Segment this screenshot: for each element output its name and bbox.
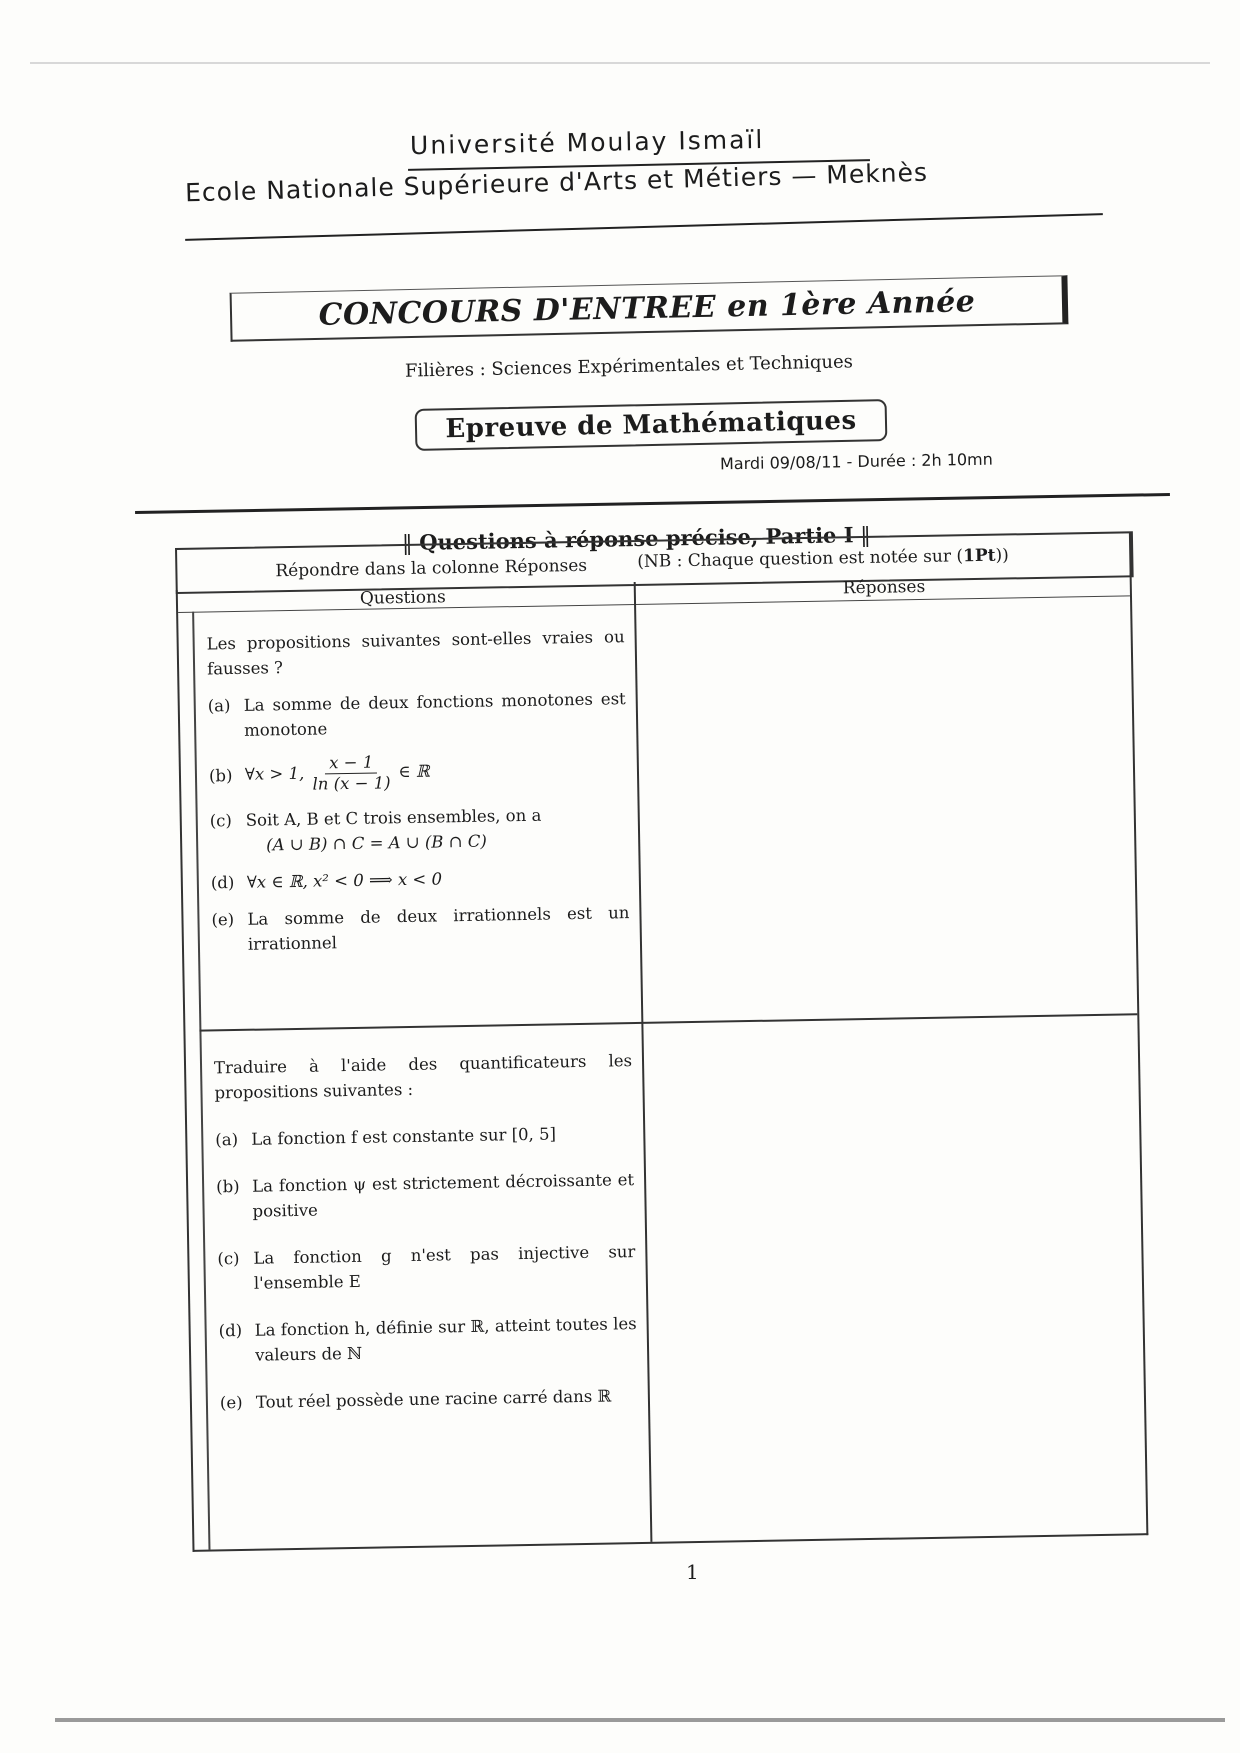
section-title: ‖ Questions à réponse précise, Partie I ‖ <box>401 522 871 556</box>
question-1-item-c: (c) Soit A, B et C trois ensembles, on a (A ∪ B) ∩ C = A ∪ (B ∩ C) <box>209 805 542 855</box>
question-1-item-b: (b) ∀x > 1, $\frac{x - 1}{\ln (x - 1)}$ ∈ ℝ <box>208 752 430 794</box>
instruction-text: Répondre dans la colonne Réponses <box>275 555 588 582</box>
question-1-item-a: (a) La somme de deux fonctions monotones est monotone <box>207 689 626 740</box>
question-2-item-e: (e) Tout réel possède une racine carré dans ℝ <box>219 1386 612 1413</box>
exam-title-box <box>230 275 1069 342</box>
question-1-item-d: (d) ∀x ∈ ℝ, x² < 0 ⟹ x < 0 <box>210 869 443 893</box>
question-1 <box>192 624 636 958</box>
question-2-item-a: (a) La fonction f est constante sur [0, 5] <box>215 1124 557 1150</box>
fraction: $\frac{x - 1}{\ln (x - 1)}$ <box>312 752 391 794</box>
exam-title: CONCOURS D'ENTREE en 1ère Année <box>318 283 976 333</box>
question-1-intro: Les propositions suivantes sont-elles vraies ou fausses ? <box>206 627 625 679</box>
school-underline <box>185 213 1103 241</box>
question-2-item-c: (c) La fonction g n'est pas injective sur l'ensemble E <box>217 1242 636 1293</box>
questions-table <box>175 531 1152 1551</box>
date-duration: Mardi 09/08/11 - Durée : 2h 10mn <box>719 449 993 474</box>
column-header-questions: Questions <box>359 587 446 609</box>
grading-note: (NB : Chaque question est notée sur (1Pt)) <box>637 545 1009 572</box>
page-number: 1 <box>686 1560 699 1584</box>
university-name: Université Moulay Ismaïl <box>409 124 765 161</box>
header-row-line <box>178 595 1130 613</box>
question-2-intro: Traduire à l'aide des quantificateurs les propositions suivantes : <box>213 1051 633 1103</box>
scan-edge-bottom <box>55 1718 1225 1722</box>
question-2-item-b: (b) La fonction ψ est strictement décroissante et positive <box>215 1170 635 1221</box>
subject-title: Epreuve de Mathématiques <box>445 405 857 445</box>
question-2 <box>200 1048 644 1416</box>
question-1-item-e: (e) La somme de deux irrationnels est un irrationnel <box>211 903 630 954</box>
filieres-line: Filières : Sciences Expérimentales et Techniques <box>404 351 854 382</box>
answer-grid <box>176 573 1149 1552</box>
question-2-item-d: (d) La fonction h, définie sur ℝ, atteint toutes les valeurs de ℕ <box>218 1314 637 1365</box>
header-divider <box>135 493 1170 514</box>
column-header-reponses: Réponses <box>842 576 926 599</box>
subject-box <box>415 399 888 451</box>
school-name: Ecole Nationale Supérieure d'Arts et Métiers — Meknès <box>184 157 929 208</box>
row-divider <box>199 1013 1137 1031</box>
scan-edge-top <box>30 62 1210 64</box>
